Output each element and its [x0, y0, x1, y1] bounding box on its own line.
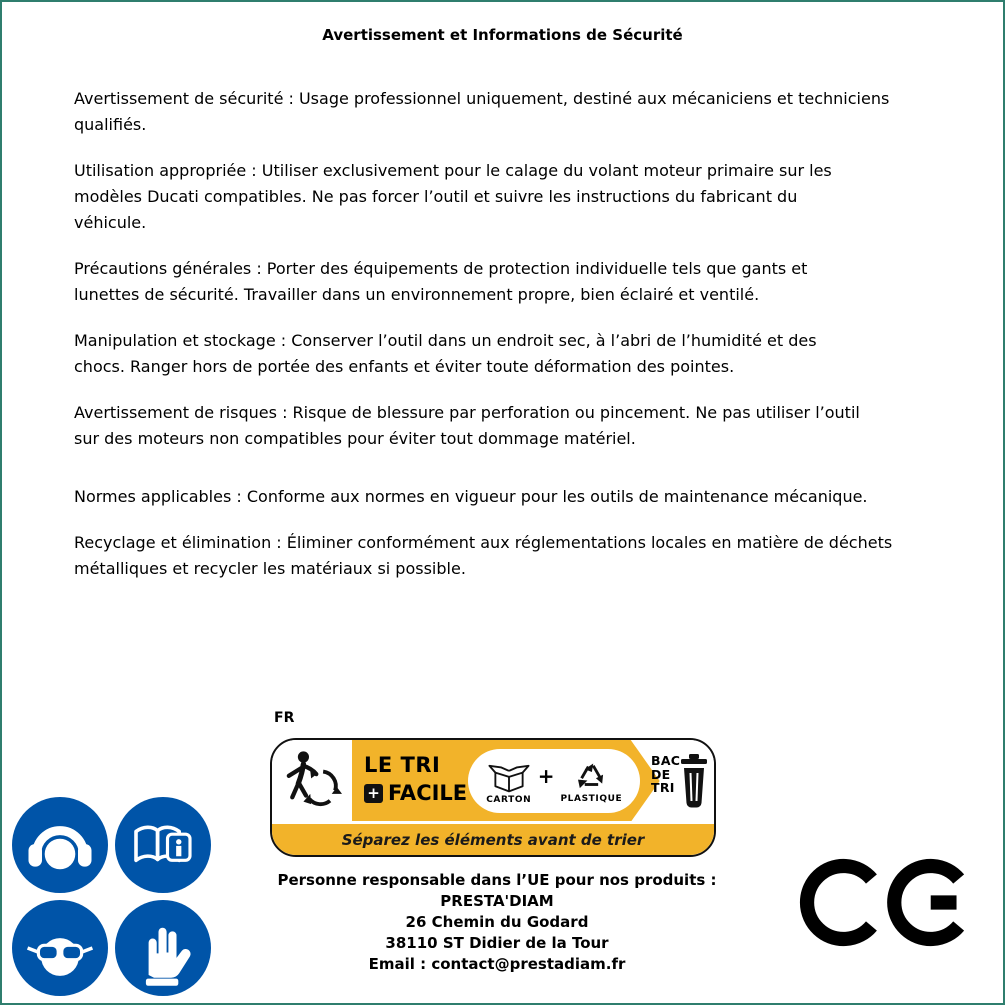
text-line: Avertissement de risques : Risque de blessure par perforation ou pincement. Ne pas utiliser l’outil	[74, 403, 860, 422]
carton-box-icon	[486, 758, 532, 794]
paragraph-precautions-generales	[74, 256, 892, 308]
text-line: lunettes de sécurité. Travailler dans un environnement propre, bien éclairé et ventilé.	[74, 285, 760, 304]
le-tri-text: LE TRI	[364, 753, 441, 777]
text-line: Manipulation et stockage : Conserver l’outil dans un endroit sec, à l’abri de l’humidité et des	[74, 331, 817, 350]
text-line: sur des moteurs non compatibles pour éviter tout dommage matériel.	[74, 429, 636, 448]
eye-protection-icon	[12, 900, 108, 996]
carton-material	[486, 758, 532, 805]
text-line: qualifiés.	[74, 115, 147, 134]
trash-bin-icon	[679, 752, 709, 816]
banner-top-row	[272, 740, 714, 822]
bac-line: BAC	[651, 753, 681, 768]
protective-gloves-icon	[115, 900, 211, 996]
paragraph-avertissement-risques	[74, 400, 892, 452]
facile-text: FACILE	[388, 781, 468, 805]
ce-marking-icon	[799, 858, 977, 951]
paragraph-recyclage-elimination	[74, 530, 892, 582]
address-line-1: 26 Chemin du Godard	[405, 913, 589, 931]
text-line: Précautions générales : Porter des équipements de protection individuelle tels que gants et	[74, 259, 808, 278]
recycle-triangle-icon	[572, 759, 610, 793]
triman-recycling-banner	[270, 738, 716, 857]
plus-icon: +	[364, 784, 383, 803]
plus-separator: +	[537, 764, 555, 788]
responsible-heading: Personne responsable dans l’UE pour nos produits :	[277, 871, 717, 889]
text-line: modèles Ducati compatibles. Ne pas forcer l’outil et suivre les instructions du fabricant du	[74, 187, 798, 206]
paragraph-normes-applicables	[74, 484, 892, 510]
text-line: Avertissement de sécurité : Usage professionnel uniquement, destiné aux mécaniciens et techniciens	[74, 89, 890, 108]
hearing-protection-icon	[12, 797, 108, 893]
eu-responsible-block	[252, 870, 742, 975]
mandatory-safety-icons	[12, 797, 211, 996]
text-line: Recyclage et élimination : Éliminer conformément aux réglementations locales en matière de déchets	[74, 533, 893, 552]
banner-tagline: Séparez les éléments avant de trier	[272, 821, 714, 855]
materials-pill	[468, 749, 640, 813]
triman-logo-icon	[272, 740, 352, 822]
paragraph-utilisation-appropriee	[74, 158, 892, 236]
address-line-2: 38110 ST Didier de la Tour	[385, 934, 609, 952]
text-line: métalliques et recycler les matériaux si possible.	[74, 559, 466, 578]
bac-line: DE	[651, 766, 671, 782]
text-line: chocs. Ranger hors de portée des enfants et éviter toute déformation des pointes.	[74, 357, 735, 376]
bac-line: TRI	[651, 780, 675, 795]
plastique-material	[560, 759, 622, 804]
page-title: Avertissement et Informations de Sécurité	[322, 26, 683, 44]
email-line: Email : contact@prestadiam.fr	[368, 955, 626, 973]
safety-text	[74, 86, 892, 602]
paragraph-avertissement-securite	[74, 86, 892, 138]
paragraph-manipulation-stockage	[74, 328, 892, 380]
company-name: PRESTA'DIAM	[440, 892, 554, 910]
text-line: Normes applicables : Conforme aux normes en vigueur pour les outils de maintenance mécanique.	[74, 487, 868, 506]
text-line: Utilisation appropriée : Utiliser exclusivement pour le calage du volant moteur primaire sur les	[74, 161, 832, 180]
read-manual-icon	[115, 797, 211, 893]
le-tri-facile-label	[364, 753, 467, 805]
bac-de-tri-label	[651, 754, 680, 795]
text-line: véhicule.	[74, 213, 147, 232]
plastique-label: PLASTIQUE	[560, 793, 623, 804]
fr-country-label: FR	[274, 710, 295, 726]
carton-label: CARTON	[486, 794, 532, 805]
